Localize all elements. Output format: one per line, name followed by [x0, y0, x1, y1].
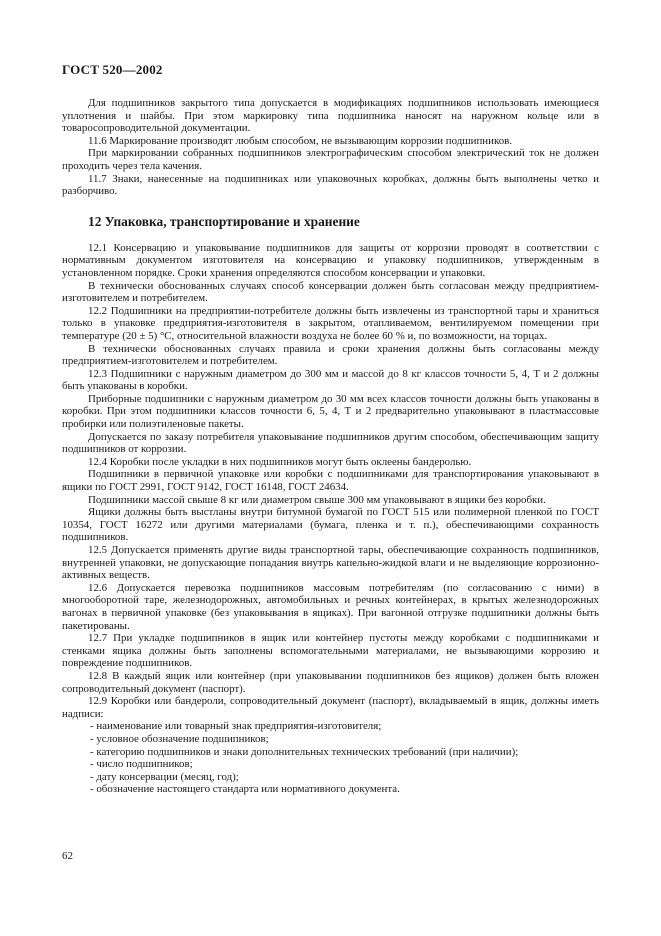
paragraph: 12.6 Допускается перевозка подшипников массовым потребителям (по согласованию с ними) в многооборотной таре, железнодорожных, автомобильных и речных контейнерах, в крытых железнодорожных вагонах в первичной упаковке (без упаковывания в ящиках). При вагонной отгрузке подшипники должны быть пакетированы.	[62, 581, 599, 632]
list-item: - число подшипников;	[90, 758, 193, 771]
list-item: - дату консервации (месяц, год);	[90, 770, 239, 783]
document-code-header: ГОСТ 520—2002	[62, 62, 163, 77]
paragraph: Допускается по заказу потребителя упаковывание подшипников другим способом, обеспечивающим защиту подшипников от коррозии.	[62, 430, 599, 456]
paragraph: 12.1 Консервацию и упаковывание подшипников для защиты от коррозии проводят в соответствии с нормативным документом изготовителя на консервацию и упаковку подшипников, утвержденным в установленном порядке. Сроки хранения определяются способом консервации и упаковки.	[62, 241, 599, 279]
paragraph: При маркировании собранных подшипников электрографическим способом электрический ток не должен проходить через тела качения.	[62, 147, 599, 172]
inscription-list	[62, 720, 599, 796]
paragraph: В технически обоснованных случаях способ консервации должен быть согласован между предприятием-изготовителем и потребителем.	[62, 279, 599, 305]
paragraph: 12.7 При укладке подшипников в ящик или контейнер пустоты между коробками с подшипниками и стенками ящика должны быть заполнены вспомогательными материалами, не вызывающими коррозию и повреждение подшипников.	[62, 632, 599, 670]
paragraph: 11.7 Знаки, нанесенные на подшипниках или упаковочных коробках, должны быть выполнены четко и разборчиво.	[62, 172, 599, 198]
section-title: 12 Упаковка, транспортирование и хранение	[88, 213, 360, 229]
paragraph: Приборные подшипники с наружным диаметром до 30 мм всех классов точности должны быть упакованы в коробки. При этом подшипники классов точности 6, 5, 4, Т и 2 предварительно упаковывают в пластмассовые пробирки или полиэтиленовые пакеты.	[62, 392, 599, 431]
paragraph: Подшипники массой свыше 8 кг или диаметром свыше 300 мм упаковывают в ящики без коробки.	[88, 493, 546, 506]
paragraph: 12.9 Коробки или бандероли, сопроводительный документ (паспорт), вкладываемый в ящик, должны иметь надписи:	[62, 695, 599, 720]
paragraph: 12.5 Допускается применять другие виды транспортной тары, обеспечивающие сохранность подшипников, внутренней упаковки, не допускающие попадания внутрь капельно-жидкой влаги и не выделяющие коррозионно-активных веществ.	[62, 544, 599, 582]
list-item: - обозначение настоящего стандарта или нормативного документа.	[90, 783, 400, 796]
paragraph: 12.4 Коробки после укладки в них подшипников могут быть оклеены бандеролью.	[88, 455, 472, 468]
paragraph: 12.2 Подшипники на предприятии-потребителе должны быть извлечены из транспортной тары и храниться только в упаковке предприятия-изготовителя в закрытом, отапливаемом, вентилируемом помещении при температуре (20 ± 5) °С, относительной влажности воздуха не более 60 % и, по возможности, на торцах.	[62, 304, 599, 342]
document-body	[62, 97, 599, 796]
paragraph: Для подшипников закрытого типа допускается в модификациях подшипников использовать имеющиеся уплотнения и шайбы. При этом маркировку типа подшипника наносят на наружном кольце или в товаросопроводительной документации.	[62, 97, 599, 135]
paragraph: 11.6 Маркирование производят любым способом, не вызывающим коррозии подшипников.	[88, 134, 512, 147]
paragraph: Подшипники в первичной упаковке или коробки с подшипниками для транспортирования упаковывают в ящики по ГОСТ 2991, ГОСТ 9142, ГОСТ 16148, ГОСТ 24634.	[62, 468, 599, 494]
paragraph: Ящики должны быть выстланы внутри битумной бумагой по ГОСТ 515 или полимерной пленкой по ГОСТ 10354, ГОСТ 16272 или другими материалами (бумага, пленка и т. п.), обеспечивающими сохранность подшипников.	[62, 506, 599, 544]
list-item: - категорию подшипников и знаки дополнительных технических требований (при наличии);	[90, 745, 519, 758]
paragraph: В технически обоснованных случаях правила и сроки хранения должны быть согласованы между предприятием-изготовителем и потребителем.	[62, 342, 599, 368]
paragraph: 12.3 Подшипники с наружным диаметром до 300 мм и массой до 8 кг классов точности 5, 4, Т и 2 должны быть упакованы в коробки.	[62, 367, 599, 393]
page-number: 62	[62, 850, 73, 862]
paragraph: 12.8 В каждый ящик или контейнер (при упаковывании подшипников без ящиков) должен быть вложен сопроводительный документ (паспорт).	[62, 669, 599, 695]
list-item: - наименование или товарный знак предприятия-изготовителя;	[90, 720, 382, 733]
list-item: - условное обозначение подшипников;	[90, 732, 269, 745]
